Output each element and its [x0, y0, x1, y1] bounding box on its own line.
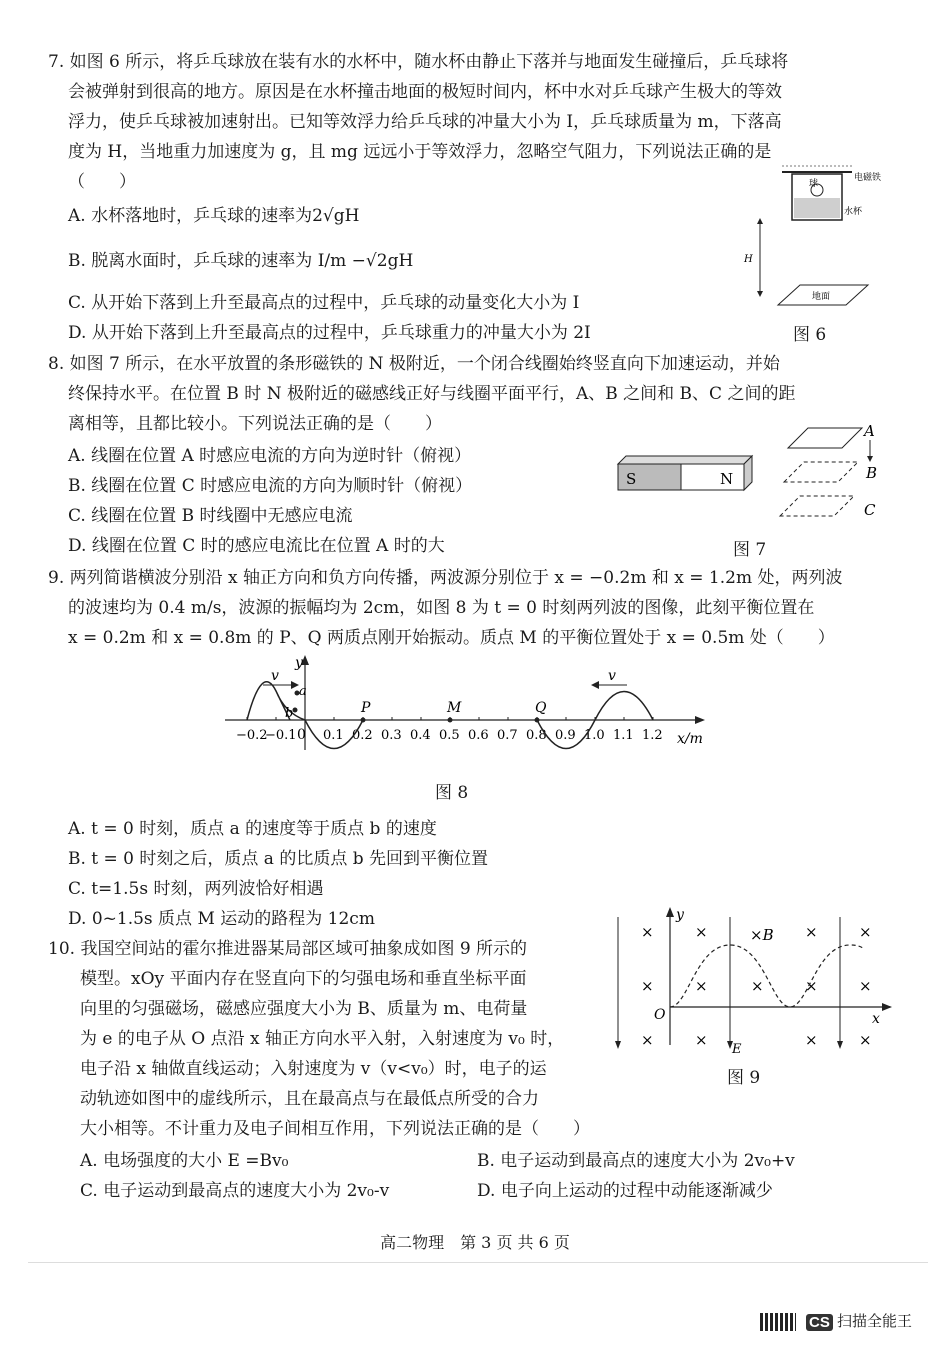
x-tick-label: 0.7 [497, 728, 518, 743]
q9-line: 的波速均为 0.4 m/s，波源的振幅均为 2cm，如图 8 为 t = 0 时刻两列波的图像，此刻平衡位置在 [68, 598, 815, 618]
q8-line: 8. 如图 7 所示，在水平放置的条形磁铁的 N 极附近，一个闭合线圈始终竖直向下加速运动，并始 [48, 354, 780, 374]
q7-line: 浮力，使乒乓球被加速射出。已知等效浮力给乒乓球的冲量大小为 I，乒乓球质量为 m，下落高 [68, 112, 782, 132]
point-q [535, 718, 540, 723]
magnet-label: 电磁铁 [854, 173, 882, 183]
x-tick-label: 1.1 [613, 728, 634, 743]
q7-option-a[interactable]: A. 水杯落地时，乒乓球的速率为2√gH [68, 206, 360, 226]
x-tick-label: 1.0 [584, 728, 605, 743]
height-label: H [744, 254, 753, 265]
figure-8-caption: 图 8 [435, 783, 469, 803]
coil-b [784, 462, 858, 482]
water [794, 198, 840, 218]
cross-icon: × [859, 923, 872, 941]
q8-option-a[interactable]: A. 线圈在位置 A 时感应电流的方向为逆时针（俯视） [68, 446, 472, 466]
figure-6-caption: 图 6 [793, 325, 827, 345]
x-tick-label: 0.1 [323, 728, 344, 743]
ground-label: 地面 [812, 292, 831, 302]
camscanner-logo-icon: CS [806, 1314, 833, 1331]
point-a-label: a [299, 684, 307, 699]
q9-option-d[interactable]: D. 0~1.5s 质点 M 运动的路程为 12cm [68, 909, 375, 929]
figure-6 [740, 160, 890, 325]
cross-icon: × [805, 923, 818, 941]
q10-line: 为 e 的电子从 O 点沿 x 轴正方向水平入射，入射速度为 v₀ 时， [80, 1029, 565, 1049]
point-m-label: M [447, 700, 462, 716]
q10-option-b[interactable]: B. 电子运动到最高点的速度大小为 2v₀+v [477, 1151, 795, 1171]
coil-c [780, 496, 854, 516]
q10-line: 10. 我国空间站的霍尔推进器某局部区域可抽象成如图 9 所示的 [48, 939, 528, 959]
pos-c-label: C [864, 501, 876, 519]
point-m [448, 718, 453, 723]
footer-divider [28, 1262, 928, 1263]
pole-n-label: N [720, 470, 734, 488]
x-tick-label: 0.5 [439, 728, 460, 743]
q10-option-a[interactable]: A. 电场强度的大小 E =Bv₀ [80, 1151, 289, 1171]
point-p [361, 718, 366, 723]
scanner-label: 扫描全能王 [837, 1313, 913, 1330]
q7-line: 会被弹射到很高的地方。原因是在水杯撞击地面的极短时间内，杯中水对乒乓球产生极大的等效 [68, 82, 782, 102]
q7-line: 度为 H，当地重力加速度为 g，且 mg 远远小于等效浮力，忽略空气阻力，下列说法正确的是 [68, 142, 772, 162]
cross-icon: × [695, 1031, 708, 1049]
velocity-right-label: v [608, 668, 616, 684]
x-tick-label: 0.9 [555, 728, 576, 743]
arrow-head-icon [757, 291, 763, 297]
arrow-right-icon [291, 681, 299, 689]
q9-option-b[interactable]: B. t = 0 时刻之后，质点 a 的比质点 b 先回到平衡位置 [68, 849, 489, 869]
magnet-n [681, 464, 744, 490]
cross-icon: × [805, 1031, 818, 1049]
q7-option-d[interactable]: D. 从开始下落到上升至最高点的过程中，乒乓球重力的冲量大小为 2I [68, 323, 591, 343]
q8-option-b[interactable]: B. 线圈在位置 C 时感应电流的方向为顺时针（俯视） [68, 476, 473, 496]
x-tick-label: 0.8 [526, 728, 547, 743]
pos-a-label: A [864, 422, 875, 440]
cross-icon: × [859, 977, 872, 995]
cross-icon: × [641, 923, 654, 941]
pos-b-label: B [866, 464, 878, 482]
q7-option-b[interactable]: B. 脱离水面时，乒乓球的速率为 I/m −√2gH [68, 251, 414, 271]
qr-code-icon [760, 1313, 796, 1331]
x-arrow-icon [882, 1003, 892, 1011]
point-q-label: Q [535, 700, 547, 716]
arrow-left-icon [591, 681, 599, 689]
x-arrow-icon [695, 716, 705, 724]
q10-line: 大小相等。不计重力及电子间相互作用，下列说法正确的是（ ） [80, 1119, 590, 1139]
arrow-down-icon [837, 1041, 843, 1049]
q7-line: （ ） [68, 172, 136, 192]
x-tick-label: −0.1 [265, 728, 297, 743]
q9-line: x = 0.2m 和 x = 0.8m 的 P、Q 两质点刚开始振动。质点 M 的平衡位置处于 x = 0.5m 处（ ） [68, 628, 835, 648]
b-field-label: ×B [750, 926, 774, 944]
arrow-down-icon [615, 1041, 621, 1049]
velocity-left-label: v [271, 668, 279, 684]
magnet-top [618, 456, 752, 464]
x-tick-label: 0.3 [381, 728, 402, 743]
q10-option-d[interactable]: D. 电子向上运动的过程中动能逐渐减少 [477, 1181, 773, 1201]
cross-icon: × [805, 977, 818, 995]
q10-line: 电子沿 x 轴做直线运动；入射速度为 v（v<v₀）时，电子的运 [80, 1059, 547, 1079]
q7-line: 7. 如图 6 所示，将乒乓球放在装有水的水杯中，随水杯由静止下落并与地面发生碰撞后，乒乓球将 [48, 52, 789, 72]
figure-7 [612, 418, 892, 528]
electron-trajectory [670, 945, 864, 1007]
coil-a [788, 428, 862, 448]
scanner-watermark [760, 1310, 912, 1331]
x-tick-label: 1.2 [642, 728, 663, 743]
cup-label: 水杯 [844, 207, 863, 217]
q8-option-d[interactable]: D. 线圈在位置 C 时的感应电流比在位置 A 时的大 [68, 536, 445, 556]
q10-line: 模型。xOy 平面内存在竖直向下的匀强电场和垂直坐标平面 [80, 969, 527, 989]
x-tick-label: 0.2 [352, 728, 373, 743]
figure-8 [215, 655, 715, 755]
q10-option-c[interactable]: C. 电子运动到最高点的速度大小为 2v₀-v [80, 1181, 390, 1201]
q7-option-c[interactable]: C. 从开始下落到上升至最高点的过程中，乒乓球的动量变化大小为 I [68, 293, 580, 313]
y-axis-label: y [676, 907, 684, 923]
q9-line: 9. 两列简谐横波分别沿 x 轴正方向和负方向传播，两波源分别位于 x = −0.2m 和 x = 1.2m 处，两列波 [48, 568, 843, 588]
y-arrow-icon [666, 907, 674, 917]
ball-label: 球 [809, 179, 819, 189]
q9-option-c[interactable]: C. t=1.5s 时刻，两列波恰好相遇 [68, 879, 324, 899]
x-axis-label: x [872, 1011, 880, 1027]
cross-icon: × [751, 977, 764, 995]
q8-option-c[interactable]: C. 线圈在位置 B 时线圈中无感应电流 [68, 506, 353, 526]
x-tick-label: 0.6 [468, 728, 489, 743]
cross-icon: × [641, 977, 654, 995]
pole-s-label: S [626, 470, 637, 488]
q8-line: 终保持水平。在位置 B 时 N 极附近的磁感线正好与线圈平面平行，A、B 之间和 B、C 之间的距 [68, 384, 796, 404]
origin-label: 0 [297, 727, 306, 743]
e-field-label: E [732, 1042, 742, 1055]
figure-7-caption: 图 7 [733, 540, 767, 560]
point-p-label: P [361, 700, 371, 716]
q8-line: 离相等，且都比较小。下列说法正确的是（ ） [68, 414, 442, 434]
cross-icon: × [695, 977, 708, 995]
cross-icon: × [695, 923, 708, 941]
cross-icon: × [641, 1031, 654, 1049]
arrow-down-icon [867, 456, 873, 462]
q10-line: 向里的匀强磁场，磁感应强度大小为 B、质量为 m、电荷量 [80, 999, 528, 1019]
cross-icon: × [859, 1031, 872, 1049]
arrow-head-icon [757, 218, 763, 224]
y-axis-label: y [295, 655, 303, 671]
x-axis-label: x/m [677, 731, 703, 747]
page-footer: 高二物理 第 3 页 共 6 页 [380, 1233, 570, 1252]
figure-9 [608, 905, 898, 1055]
x-tick-label: 0.4 [410, 728, 431, 743]
q9-option-a[interactable]: A. t = 0 时刻，质点 a 的速度等于质点 b 的速度 [68, 819, 437, 839]
x-tick-label: −0.2 [236, 728, 268, 743]
origin-label: O [654, 1007, 666, 1023]
point-b-label: b [285, 706, 294, 721]
figure-9-caption: 图 9 [727, 1068, 761, 1088]
q10-line: 动轨迹如图中的虚线所示，且在最高点与在最低点所受的合力 [80, 1089, 539, 1109]
